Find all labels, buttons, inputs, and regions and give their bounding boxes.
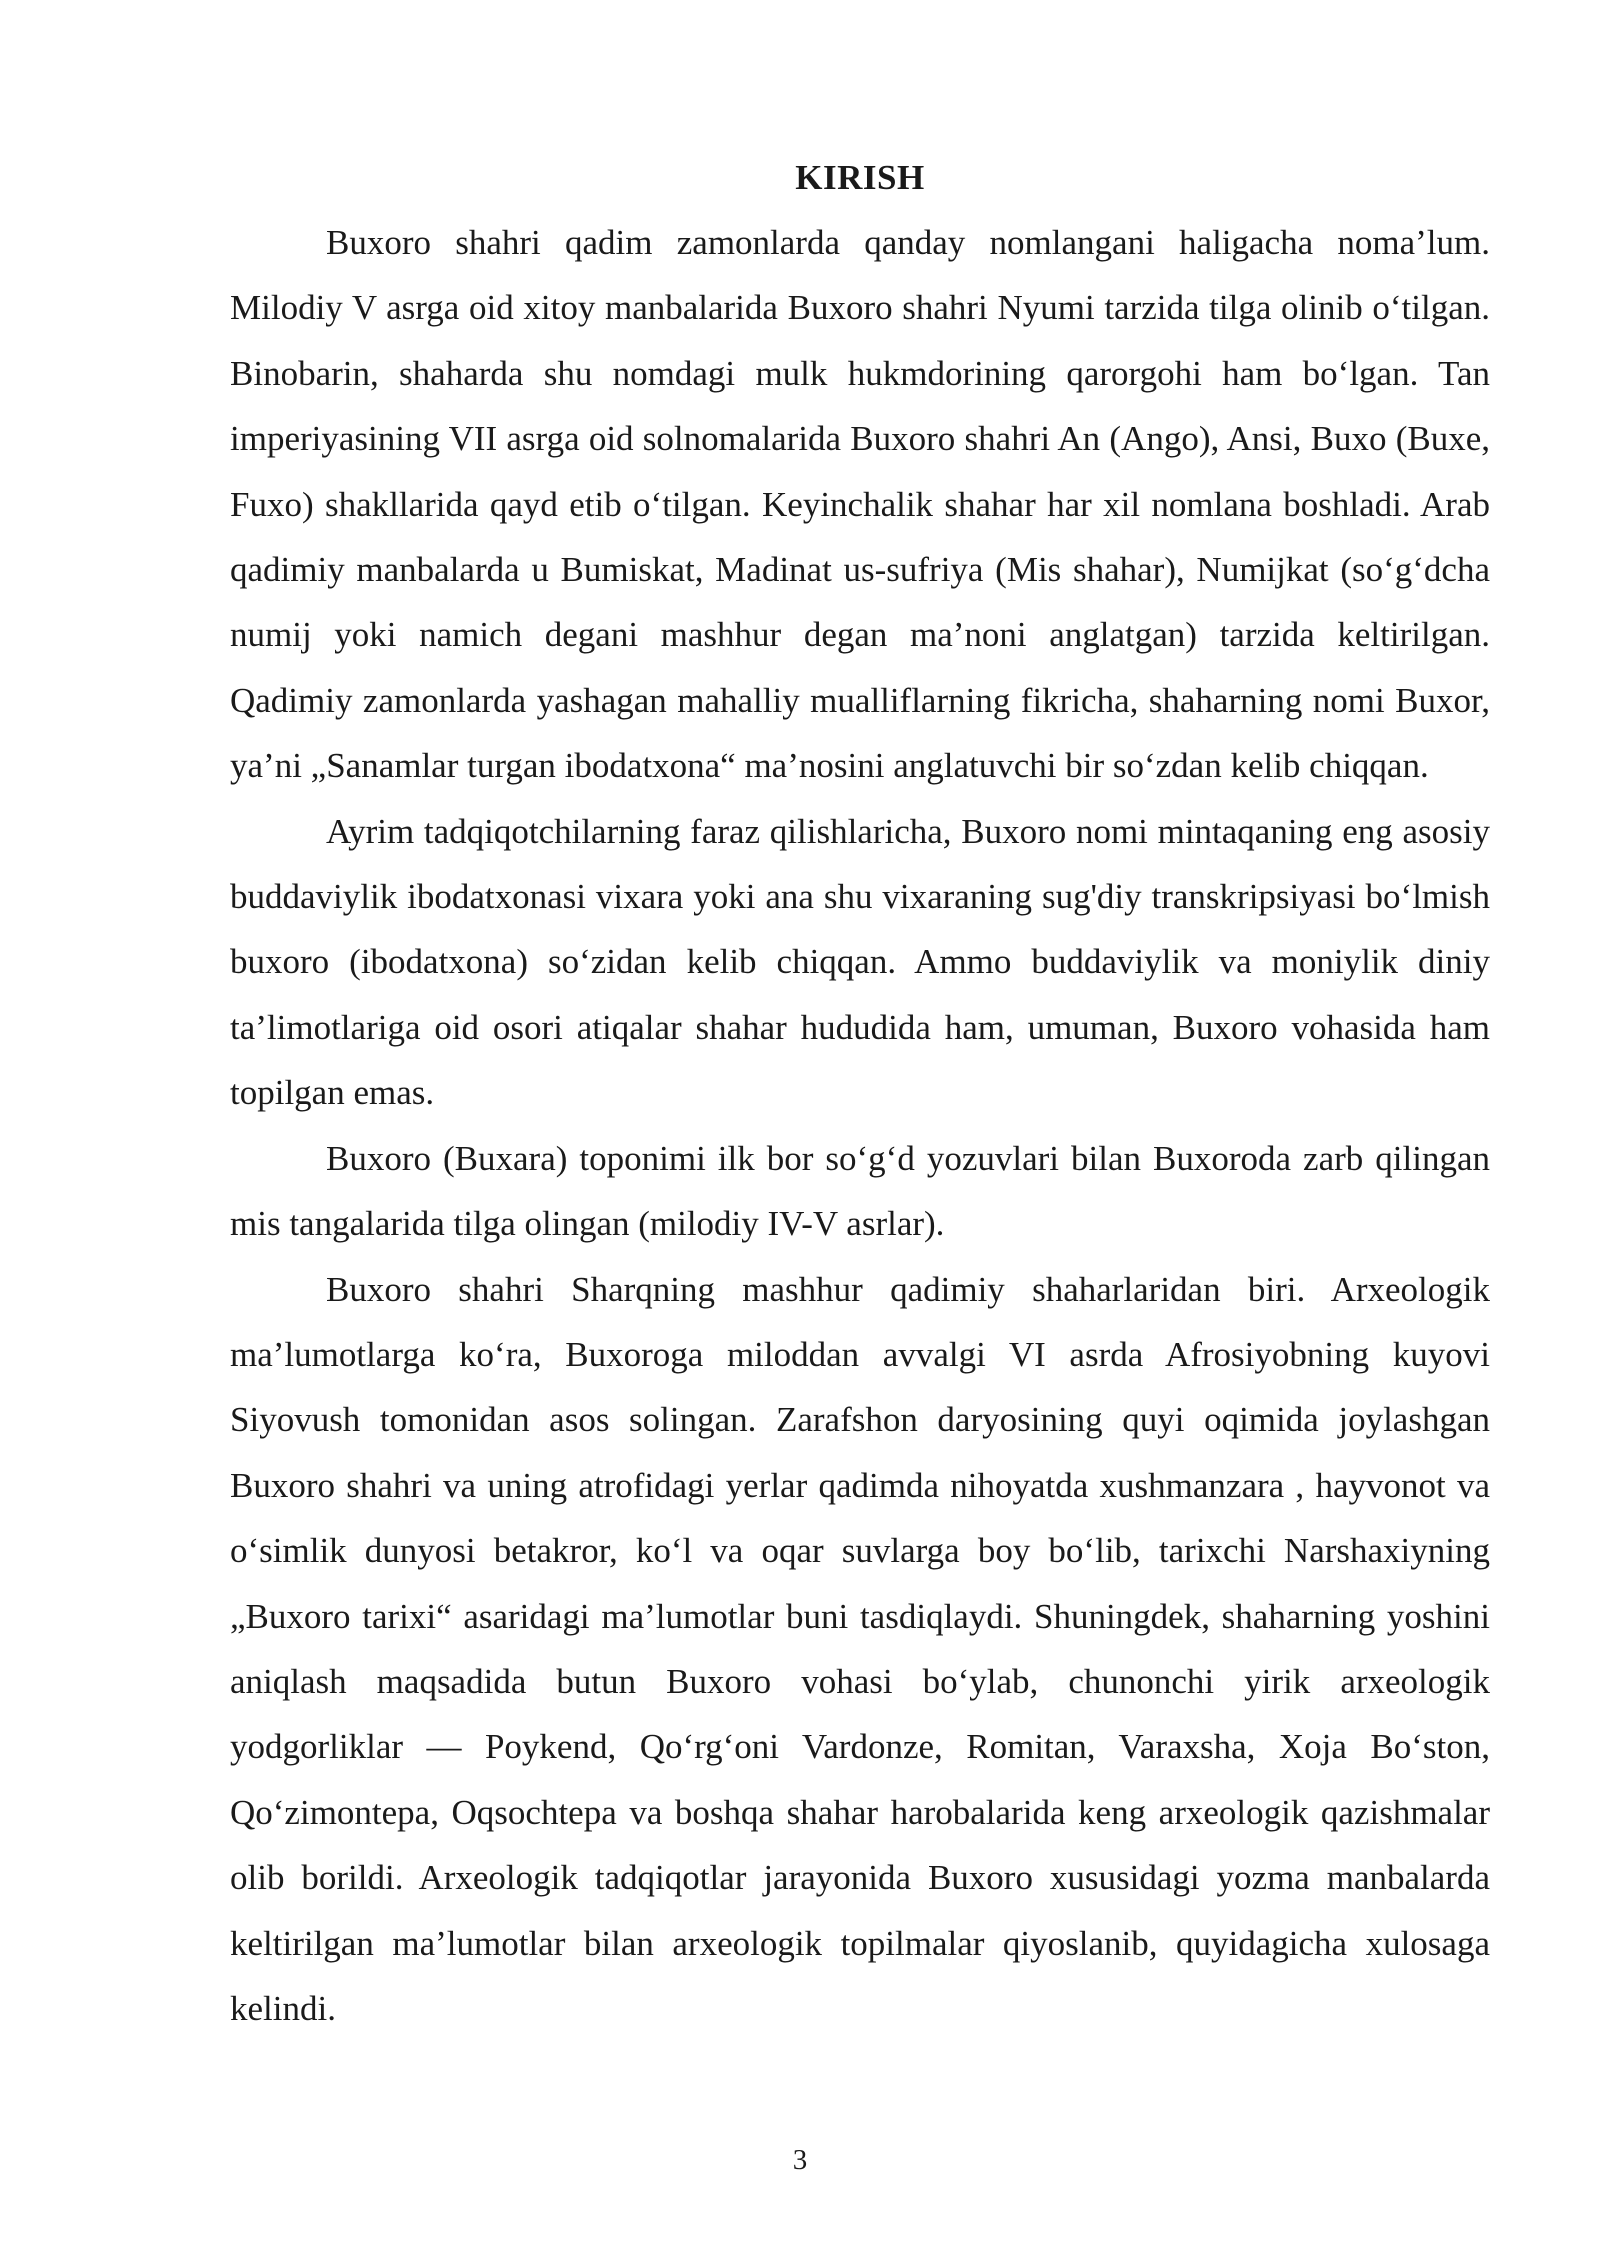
paragraph-2: Ayrim tadqiqotchilarning faraz qilishlaricha, Buxoro nomi mintaqaning eng asosiy buddaviylik ibodatxonasi vixara yoki ana shu vixaraning sug'diy transkripsiyasi bo‘lmish buxoro (ibodatxona) so‘zidan kelib chiqqan. Ammo buddaviylik va moniylik diniy ta’limotlariga oid osori atiqalar shahar hududida ham, umuman, Buxoro vohasida ham topilgan emas. <box>230 811 1490 1113</box>
paragraph-1: Buxoro shahri qadim zamonlarda qanday nomlangani haligacha noma’lum. Milodiy V asrga oid xitoy manbalarida Buxoro shahri Nyumi tarzida tilga olinib o‘tilgan. Binobarin, shaharda shu nomdagi mulk hukmdorining qarorgohi ham bo‘lgan. Tan imperiyasining VII asrga oid solnomalarida Buxoro shahri An (Ango), Ansi, Buxo (Buxe, Fuxo) shakllarida qayd etib o‘tilgan. Keyinchalik shahar har xil nomlana boshladi. Arab qadimiy manbalarda u Bumiskat, Madinat us-sufriya (Mis shahar), Numijkat (so‘g‘dcha numij yoki namich degani mashhur degan ma’noni anglatgan) tarzida keltirilgan. Qadimiy zamonlarda yashagan mahalliy mualliflarning fikricha, shaharning nomi Buxor, ya’ni „Sanamlar turgan ibodatxona“ ma’nosini anglatuvchi bir so‘zdan kelib chiqqan. <box>230 223 1490 786</box>
page-number: 3 <box>792 2144 808 2176</box>
paragraph-3: Buxoro (Buxara) toponimi ilk bor so‘g‘d yozuvlari bilan Buxoroda zarb qilingan mis tangalarida tilga olingan (milodiy IV-V asrlar). <box>230 1138 1490 1244</box>
page-content <box>230 145 1490 2041</box>
paragraph-4: Buxoro shahri Sharqning mashhur qadimiy shaharlaridan biri. Arxeologik ma’lumotlarga ko‘ra, Buxoroga miloddan avvalgi VI asrda Afrosiyobning kuyovi Siyovush tomonidan asos solingan. Zarafshon daryosining quyi oqimida joylashgan Buxoro shahri va uning atrofidagi yerlar qadimda nihoyatda xushmanzara , hayvonot va o‘simlik dunyosi betakror, ko‘l va oqar suvlarga boy bo‘lib, tarixchi Narshaxiyning „Buxoro tarixi“ asaridagi ma’lumotlar buni tasdiqlaydi. Shuningdek, shaharning yoshini aniqlash maqsadida butun Buxoro vohasi bo‘ylab, chunonchi yirik arxeologik yodgorliklar — Poykend, Qo‘rg‘oni Vardonze, Romitan, Varaxsha, Xoja Bo‘ston, Qo‘zimontepa, Oqsochtepa va boshqa shahar harobalarida keng arxeologik qazishmalar olib borildi. Arxeologik tadqiqotlar jarayonida Buxoro xususidagi yozma manbalarda keltirilgan ma’lumotlar bilan arxeologik topilmalar qiyoslanib, quyidagicha xulosaga kelindi. <box>230 1269 1490 2028</box>
section-title: KIRISH <box>795 158 925 197</box>
